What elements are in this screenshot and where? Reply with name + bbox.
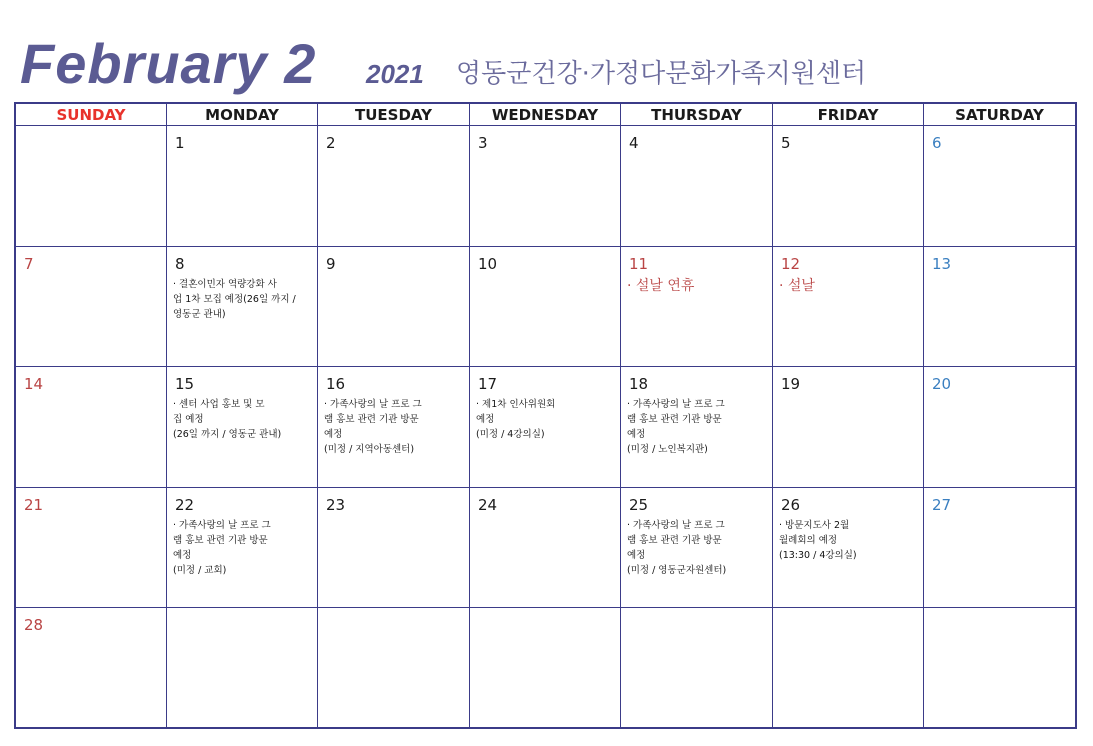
day-events: · 결혼이민자 역량강화 사 업 1차 모집 예정(26일 까지 / 영동군 관내): [173, 278, 296, 320]
day-cell[interactable]: [470, 488, 621, 609]
day-number: 20: [932, 375, 952, 394]
day-number: 18: [629, 375, 649, 394]
day-cell[interactable]: [773, 247, 924, 368]
day-cell[interactable]: [16, 126, 167, 247]
day-cell[interactable]: [318, 367, 470, 488]
weekday-header: WEDNESDAY: [470, 104, 621, 126]
day-cell[interactable]: [167, 126, 318, 247]
day-cell[interactable]: [167, 608, 318, 729]
day-cell[interactable]: [16, 367, 167, 488]
day-number: 5: [781, 134, 791, 152]
day-number: 17: [478, 375, 498, 394]
day-number: 10: [478, 254, 498, 273]
day-number: 28: [24, 616, 44, 635]
day-events: · 가족사랑의 날 프로 그 램 홍보 관련 기관 방문 예정 (미정 / 노인복지관): [627, 399, 725, 456]
day-number: 14: [24, 375, 44, 394]
day-number: 9: [326, 254, 336, 273]
weekday-header: MONDAY: [167, 104, 318, 126]
day-cell[interactable]: [470, 367, 621, 488]
day-cell[interactable]: [621, 367, 773, 488]
day-number: 22: [175, 495, 195, 514]
day-cell[interactable]: [16, 247, 167, 368]
day-cell[interactable]: [167, 247, 318, 368]
day-events: · 설날: [779, 277, 815, 294]
day-number: 3: [478, 134, 488, 152]
day-events: · 가족사랑의 날 프로 그 램 홍보 관련 기관 방문 예정 (미정 / 지역아동센터): [324, 399, 422, 456]
day-number: 2: [326, 134, 336, 152]
day-cell[interactable]: [470, 126, 621, 247]
day-cell[interactable]: [773, 126, 924, 247]
day-cell[interactable]: [773, 488, 924, 609]
day-number: 6: [932, 134, 942, 152]
weekday-header: FRIDAY: [773, 104, 924, 126]
day-number: 25: [629, 495, 649, 514]
day-cell[interactable]: [470, 608, 621, 729]
day-number: 16: [326, 375, 346, 394]
year-label: 2021: [366, 59, 424, 89]
day-number: 15: [175, 375, 195, 394]
day-number: 19: [781, 375, 801, 394]
day-cell[interactable]: [773, 367, 924, 488]
day-cell[interactable]: [924, 247, 1075, 368]
weekday-header: SATURDAY: [924, 104, 1075, 126]
day-events: · 가족사랑의 날 프로 그 램 홍보 관련 기관 방문 예정 (미정 / 영동군자원센터): [627, 519, 727, 576]
day-number: 12: [781, 254, 801, 273]
day-number: 11: [629, 254, 649, 273]
day-cell[interactable]: [318, 488, 470, 609]
day-events: · 방문지도사 2월 월례회의 예정 (13:30 / 4강의실): [779, 519, 857, 561]
day-cell[interactable]: [167, 488, 318, 609]
day-number: 7: [24, 254, 34, 273]
day-cell[interactable]: [16, 488, 167, 609]
day-cell[interactable]: [167, 367, 318, 488]
day-number: 27: [932, 495, 952, 514]
day-cell[interactable]: [318, 126, 470, 247]
day-number: 23: [326, 495, 346, 514]
day-number: 26: [781, 495, 801, 514]
day-number: 24: [478, 495, 498, 514]
day-events: · 제1차 인사위원회 예정 (미정 / 4강의실): [476, 399, 556, 441]
weekday-header: SUNDAY: [16, 104, 167, 126]
day-events: · 설날 연휴: [627, 277, 695, 294]
day-cell[interactable]: [621, 488, 773, 609]
calendar-grid: [14, 102, 1077, 729]
weekday-header: THURSDAY: [621, 104, 773, 126]
day-number: 21: [24, 495, 44, 514]
day-cell[interactable]: [924, 367, 1075, 488]
day-cell[interactable]: [621, 247, 773, 368]
day-cell[interactable]: [621, 126, 773, 247]
day-cell[interactable]: [318, 247, 470, 368]
day-number: 8: [175, 254, 185, 273]
weekday-header: TUESDAY: [318, 104, 470, 126]
day-cell[interactable]: [924, 488, 1075, 609]
day-cell[interactable]: [470, 247, 621, 368]
day-cell[interactable]: [621, 608, 773, 729]
day-cell[interactable]: [16, 608, 167, 729]
day-events: · 가족사랑의 날 프로 그 램 홍보 관련 기관 방문 예정 (미정 / 교회): [173, 519, 271, 576]
day-cell[interactable]: [318, 608, 470, 729]
day-number: 1: [175, 134, 185, 152]
calendar-header: [0, 0, 1093, 104]
day-cell[interactable]: [924, 126, 1075, 247]
day-cell[interactable]: [924, 608, 1075, 729]
day-cell[interactable]: [773, 608, 924, 729]
day-number: 4: [629, 134, 639, 152]
month-title: February 2: [20, 32, 317, 95]
day-number: 13: [932, 254, 952, 273]
day-events: · 센터 사업 홍보 및 모 집 예정 (26일 까지 / 영동군 관내): [173, 399, 282, 441]
organization-name: 영동군건강·가정다문화가족지원센터: [456, 59, 867, 89]
